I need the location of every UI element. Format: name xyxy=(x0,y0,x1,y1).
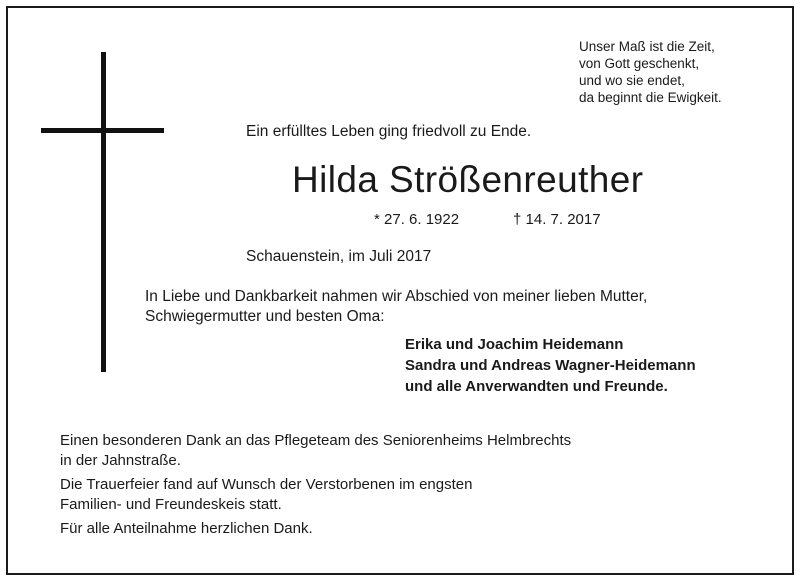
footer-line: Die Trauerfeier fand auf Wunsch der Verstorbenen im engsten xyxy=(60,476,473,493)
family-names xyxy=(405,334,696,397)
poem-line: Unser Maß ist die Zeit, xyxy=(579,39,715,54)
poem-line: von Gott geschenkt, xyxy=(579,56,700,71)
farewell-line: Schwiegermutter und besten Oma: xyxy=(145,308,385,325)
family-line: Sandra und Andreas Wagner-Heidemann xyxy=(405,357,696,374)
farewell-line: In Liebe und Dankbarkeit nahmen wir Abschied von meiner lieben Mutter, xyxy=(145,288,648,305)
family-line: und alle Anverwandten und Freunde. xyxy=(405,378,668,395)
family-line: Erika und Joachim Heidemann xyxy=(405,336,624,353)
poem-line: und wo sie endet, xyxy=(579,73,685,88)
footer-line: Familien- und Freundeskeis statt. xyxy=(60,496,282,513)
death-date: † 14. 7. 2017 xyxy=(513,211,601,228)
cross-vertical-bar xyxy=(101,52,106,372)
deceased-name: Hilda Strößenreuther xyxy=(292,159,644,200)
place-date: Schauenstein, im Juli 2017 xyxy=(246,248,432,265)
poem xyxy=(579,38,722,106)
footer-line: Für alle Anteilnahme herzlichen Dank. xyxy=(60,520,313,537)
intro-text: Ein erfülltes Leben ging friedvoll zu Ende. xyxy=(246,123,532,140)
farewell-text xyxy=(145,287,647,327)
birth-date: * 27. 6. 1922 xyxy=(374,211,460,228)
cross-horizontal-bar xyxy=(41,128,164,133)
acknowledgement-text xyxy=(60,431,571,539)
poem-line: da beginnt die Ewigkeit. xyxy=(579,90,722,105)
footer-line: Einen besonderen Dank an das Pflegeteam des Seniorenheims Helmbrechts xyxy=(60,432,572,449)
footer-line: in der Jahnstraße. xyxy=(60,452,181,469)
